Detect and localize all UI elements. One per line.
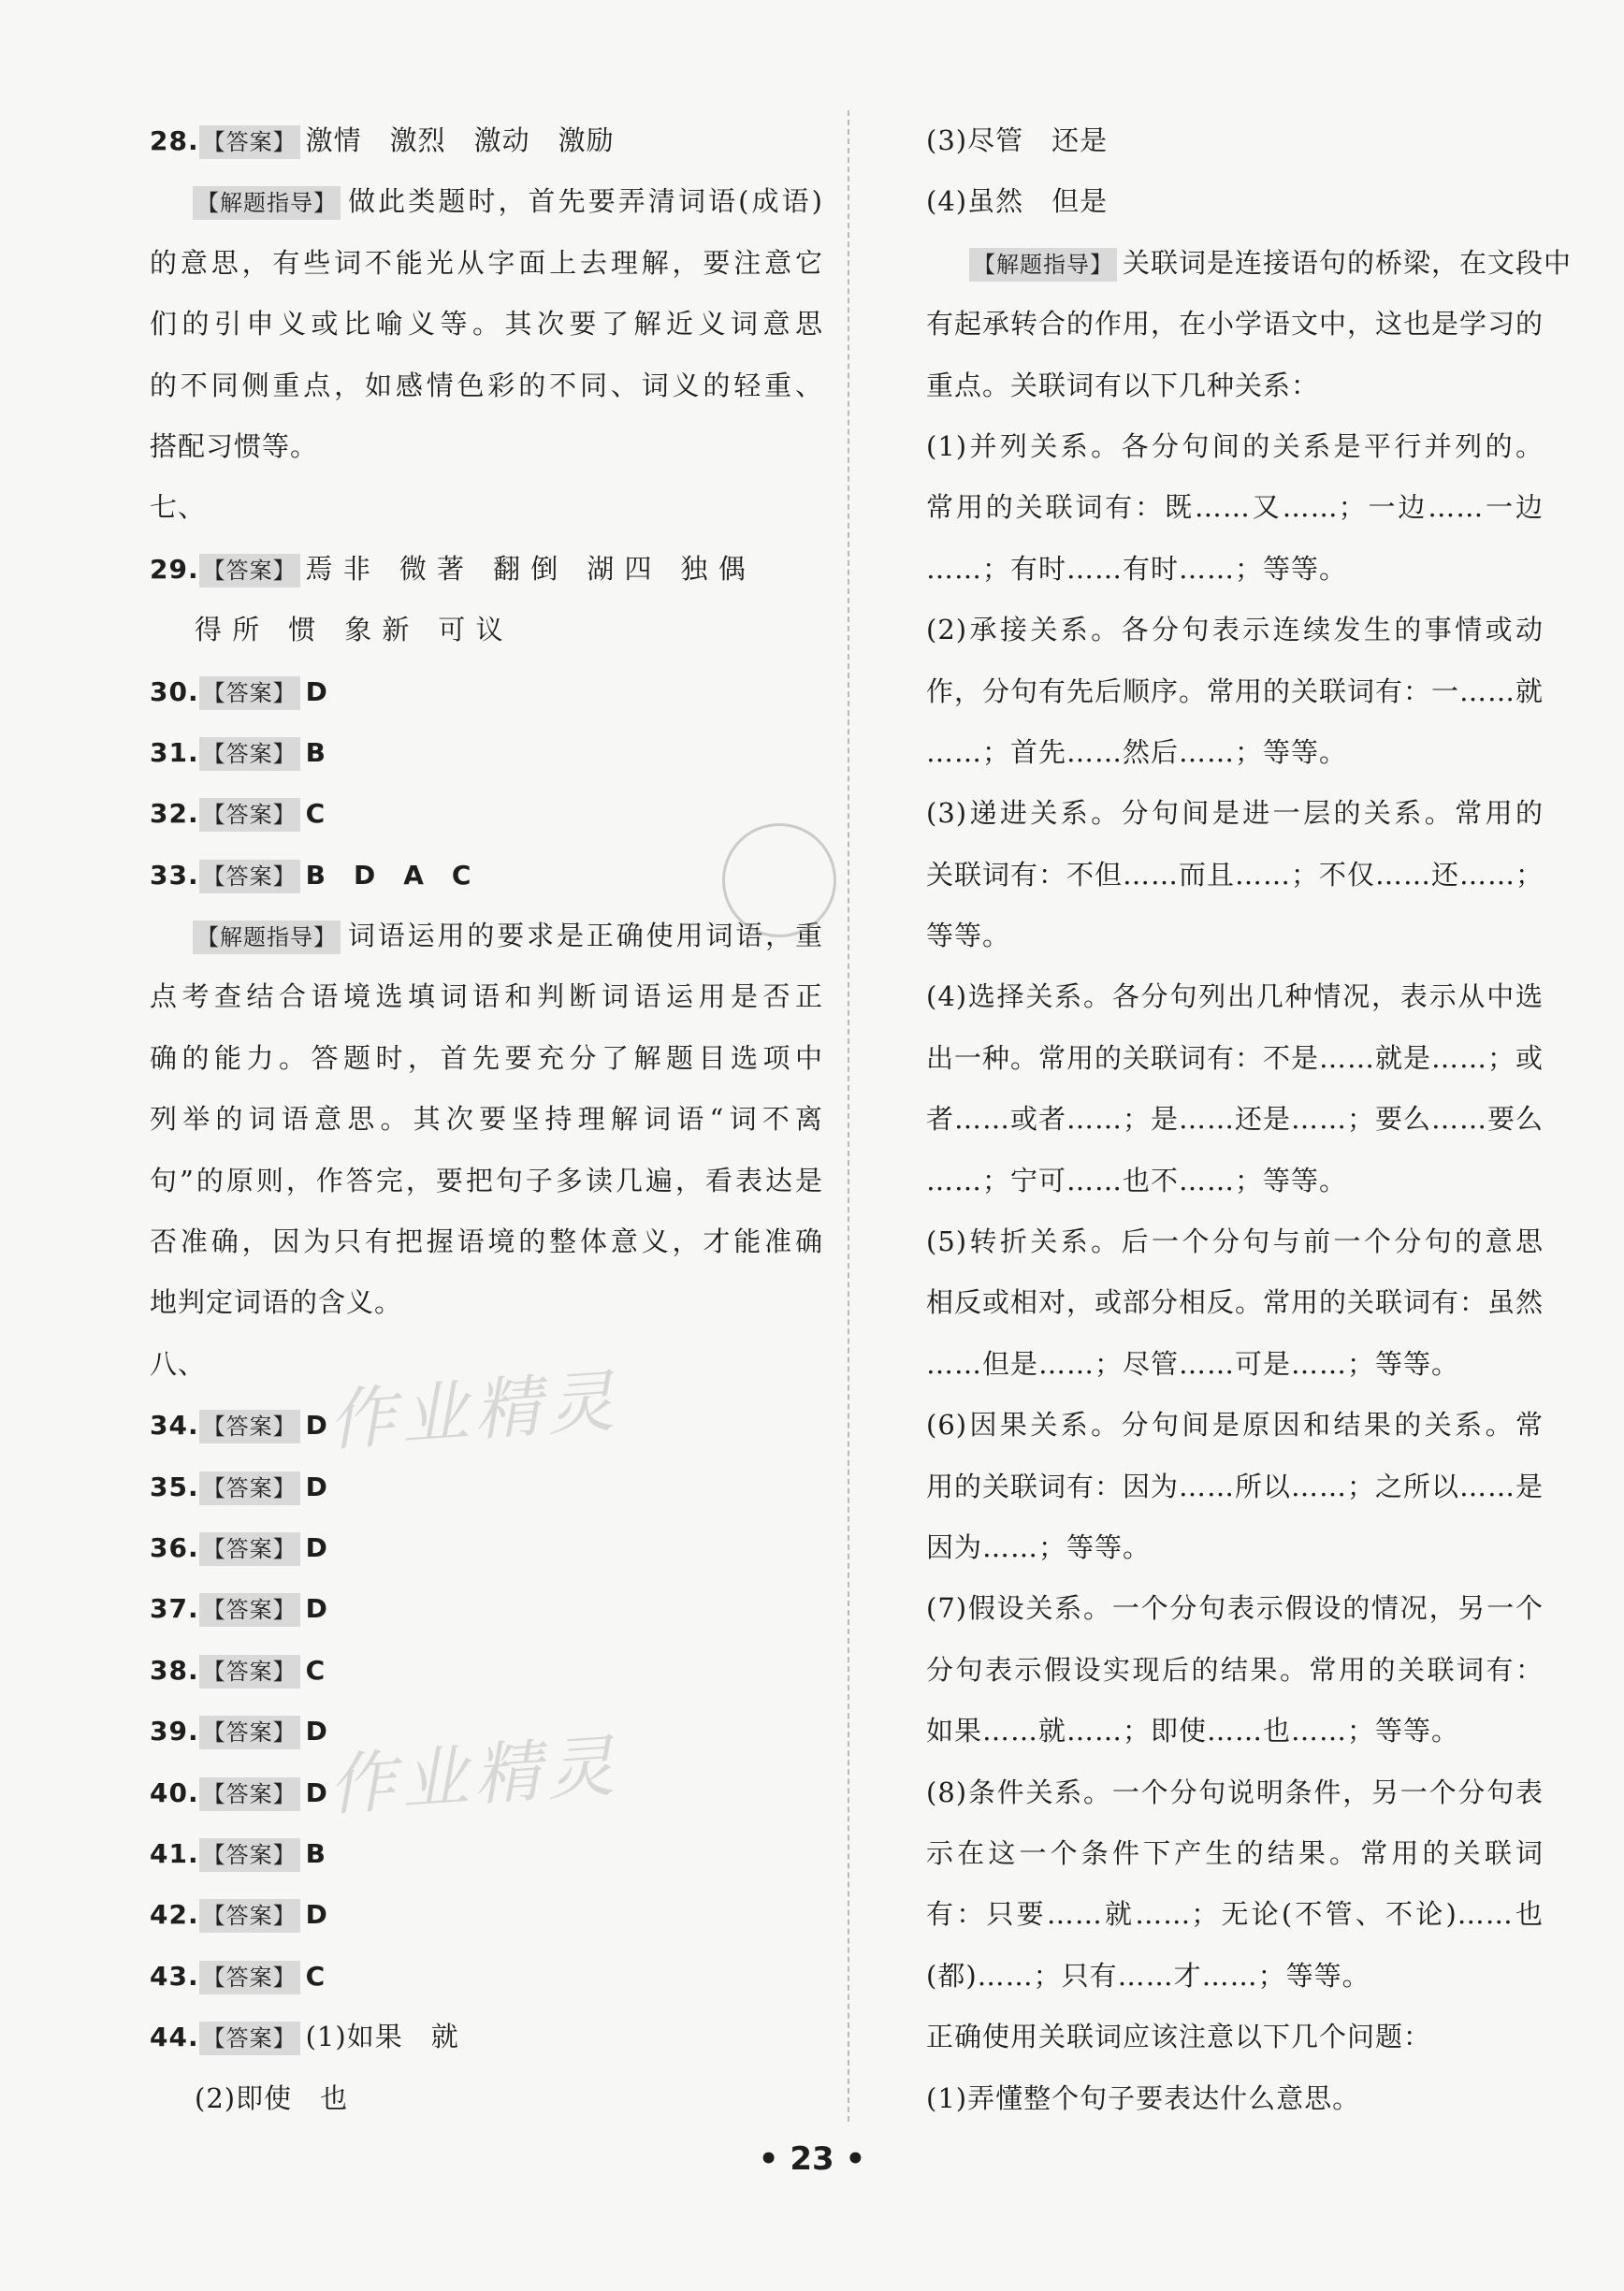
answer-text: 激情 激烈 激动 激励 [305,124,615,156]
answer-tag: 【答案】 [199,1961,300,1994]
text-line: ……；有时……有时……；等等。 [926,552,1348,585]
answer-line [150,1517,823,1578]
hint-text: 关联词是连接语句的桥梁，在文段中 [1123,246,1573,279]
answer-tag: 【答案】 [199,1593,300,1627]
answer-tag: 【答案】 [199,798,300,832]
answer-tag: 【答案】 [199,1899,300,1933]
text-line: 有起承转合的作用，在小学语文中，这也是学习的 [926,308,1544,341]
answer-tag: 【答案】 [199,860,300,893]
text-line: (8)条件关系。一个分句说明条件，另一个分句表 [926,1776,1544,1808]
text-line: 的意思，有些词不能光从字面上去理解，要注意它 [150,246,823,279]
hint-tag: 【解题指导】 [193,921,341,954]
answer-tag: 【答案】 [199,1472,300,1505]
answer-tag: 【答案】 [199,1716,300,1749]
answer-text: B D A C [305,859,472,891]
hint-tag: 【解题指导】 [969,248,1117,282]
answer-continuation: (3)尽管 还是 [926,124,1109,156]
text-line: 列举的词语意思。其次要坚持理解词语“词不离 [150,1103,823,1136]
answer-text: D [305,1531,328,1563]
text-line: 地判定词语的含义。 [150,1286,403,1319]
answer-text: D [305,1716,328,1747]
watermark-text: 作业精灵 [325,1361,622,1460]
text-line: (4)选择关系。各分句列出几种情况，表示从中选 [926,980,1544,1013]
section-heading: 八、 [150,1347,207,1380]
text-line: 们的引申义或比喻义等。其次要了解近义词意思 [150,308,823,341]
question-number: 35. [150,1471,199,1502]
answer-tag: 【答案】 [199,1410,300,1443]
text-line: (2)承接关系。各分句表示连续发生的事情或动 [926,614,1544,646]
question-number: 37. [150,1593,199,1625]
hint-text: 词语运用的要求是正确使用词语，重 [346,920,823,952]
question-number: 41. [150,1837,199,1869]
answer-line [150,783,823,844]
text-line: 出一种。常用的关联词有：不是……就是……；或 [926,1041,1544,1074]
text-line: 确的能力。答题时，首先要充分了解题目选项中 [150,1041,823,1074]
answer-tag: 【答案】 [199,1655,300,1689]
hint-line [926,233,1573,294]
answer-tag: 【答案】 [199,1838,300,1872]
answer-continuation: (4)虽然 但是 [926,185,1109,218]
question-number: 28. [150,125,199,156]
text-line: (都)……；只有……才……；等等。 [926,1959,1370,1992]
text-line: (1)并列关系。各分句间的关系是平行并列的。 [926,429,1544,462]
answer-text: D [305,1899,328,1931]
text-line: 等等。 [926,920,1011,952]
answer-line [150,661,823,722]
hint-line [150,171,823,232]
question-number: 40. [150,1776,199,1808]
answer-text: D [305,1471,328,1502]
answer-line [150,1578,823,1639]
answer-line [150,1946,823,2007]
answer-text: D [305,1593,328,1625]
answer-tag: 【答案】 [199,737,300,771]
text-line: ……；宁可……也不……；等等。 [926,1164,1348,1196]
answer-line [150,1823,823,1884]
answer-text: D [305,675,328,707]
answer-line [150,2007,823,2067]
text-line: 句”的原则，作答完，要把句子多读几遍，看表达是 [150,1164,823,1196]
answer-line [150,1640,823,1701]
answer-text: C [305,798,326,830]
hint-line [150,906,823,966]
text-line: 作，分句有先后顺序。常用的关联词有：一……就 [926,674,1544,707]
text-line: (5)转折关系。后一个分句与前一个分句的意思 [926,1225,1544,1258]
text-line: 相反或相对，或部分相反。常用的关联词有：虽然 [926,1286,1544,1319]
question-number: 43. [150,1960,199,1992]
text-line: (1)弄懂整个句子要表达什么意思。 [926,2081,1361,2114]
text-line: (7)假设关系。一个分句表示假设的情况，另一个 [926,1592,1544,1625]
question-number: 44. [150,2022,199,2053]
answer-text: D [305,1776,328,1808]
text-line: 分句表示假设实现后的结果。常用的关联词有： [926,1653,1544,1686]
text-line: 正确使用关联词应该注意以下几个问题： [926,2021,1432,2053]
text-line: 点考查结合语境选填词语和判断词语运用是否正 [150,980,823,1013]
answer-text: C [305,1654,326,1686]
text-line: 有：只要……就……；无论(不管、不论)……也 [926,1898,1544,1931]
text-line: 关联词有：不但……而且……；不仅……还……； [926,858,1544,891]
text-line: 搭配习惯等。 [150,429,319,462]
text-line: (6)因果关系。分句间是原因和结果的关系。常 [926,1409,1544,1442]
section-heading: 七、 [150,491,207,524]
question-number: 36. [150,1531,199,1563]
text-line: 重点。关联词有以下几种关系： [926,369,1320,401]
question-number: 29. [150,553,199,585]
text-line: 者……或者……；是……还是……；要么……要么 [926,1103,1544,1136]
text-line: ……但是……；尽管……可是……；等等。 [926,1347,1460,1380]
right-column [926,110,1573,2129]
hint-text: 做此类题时，首先要弄清词语(成语) [346,185,823,218]
question-number: 31. [150,736,199,768]
question-number: 38. [150,1654,199,1686]
text-line: 否准确，因为只有把握语境的整体意义，才能准确 [150,1225,823,1258]
question-number: 34. [150,1410,199,1442]
answer-tag: 【答案】 [199,1777,300,1811]
text-line: 示在这一个条件下产生的结果。常用的关联词 [926,1836,1544,1869]
page-number: • 23 • [758,2140,866,2178]
text-line: 因为……；等等。 [926,1530,1152,1563]
answer-text: (1)如果 就 [305,2021,459,2053]
text-line: 的不同侧重点，如感情色彩的不同、词义的轻重、 [150,369,823,401]
answer-line [150,1457,823,1517]
text-line: (3)递进关系。分句间是进一层的关系。常用的 [926,797,1544,830]
question-number: 33. [150,859,199,891]
answer-tag: 【答案】 [199,676,300,710]
answer-text: C [305,1960,326,1992]
text-line: 如果……就……；即使……也……；等等。 [926,1715,1460,1747]
answer-line [150,539,823,600]
question-number: 30. [150,675,199,707]
watermark-text: 作业精灵 [325,1726,622,1825]
answer-line [150,722,823,783]
question-number: 32. [150,798,199,830]
answer-tag: 【答案】 [199,1532,300,1566]
answer-tag: 【答案】 [199,125,300,159]
column-divider [848,110,849,2122]
watermark-stamp [722,823,836,937]
answer-line [150,1884,823,1945]
answer-text: B [305,736,326,768]
answer-tag: 【答案】 [199,2022,300,2055]
text-line: ……；首先……然后……；等等。 [926,735,1348,768]
left-column [150,110,823,2129]
answer-line [150,110,823,171]
question-number: 39. [150,1716,199,1747]
text-line: 常用的关联词有：既……又……；一边……一边 [926,491,1544,524]
answer-continuation: (2)即使 也 [195,2081,349,2114]
answer-text: 焉 非 微 著 翻 倒 湖 四 独 偶 [305,552,747,585]
answer-continuation: 得 所 惯 象 新 可 议 [195,614,504,646]
answer-tag: 【答案】 [199,554,300,587]
hint-tag: 【解题指导】 [193,186,341,220]
text-line: 用的关联词有：因为……所以……；之所以……是 [926,1470,1544,1502]
question-number: 42. [150,1899,199,1931]
answer-text: B [305,1837,326,1869]
answer-text: D [305,1410,328,1442]
